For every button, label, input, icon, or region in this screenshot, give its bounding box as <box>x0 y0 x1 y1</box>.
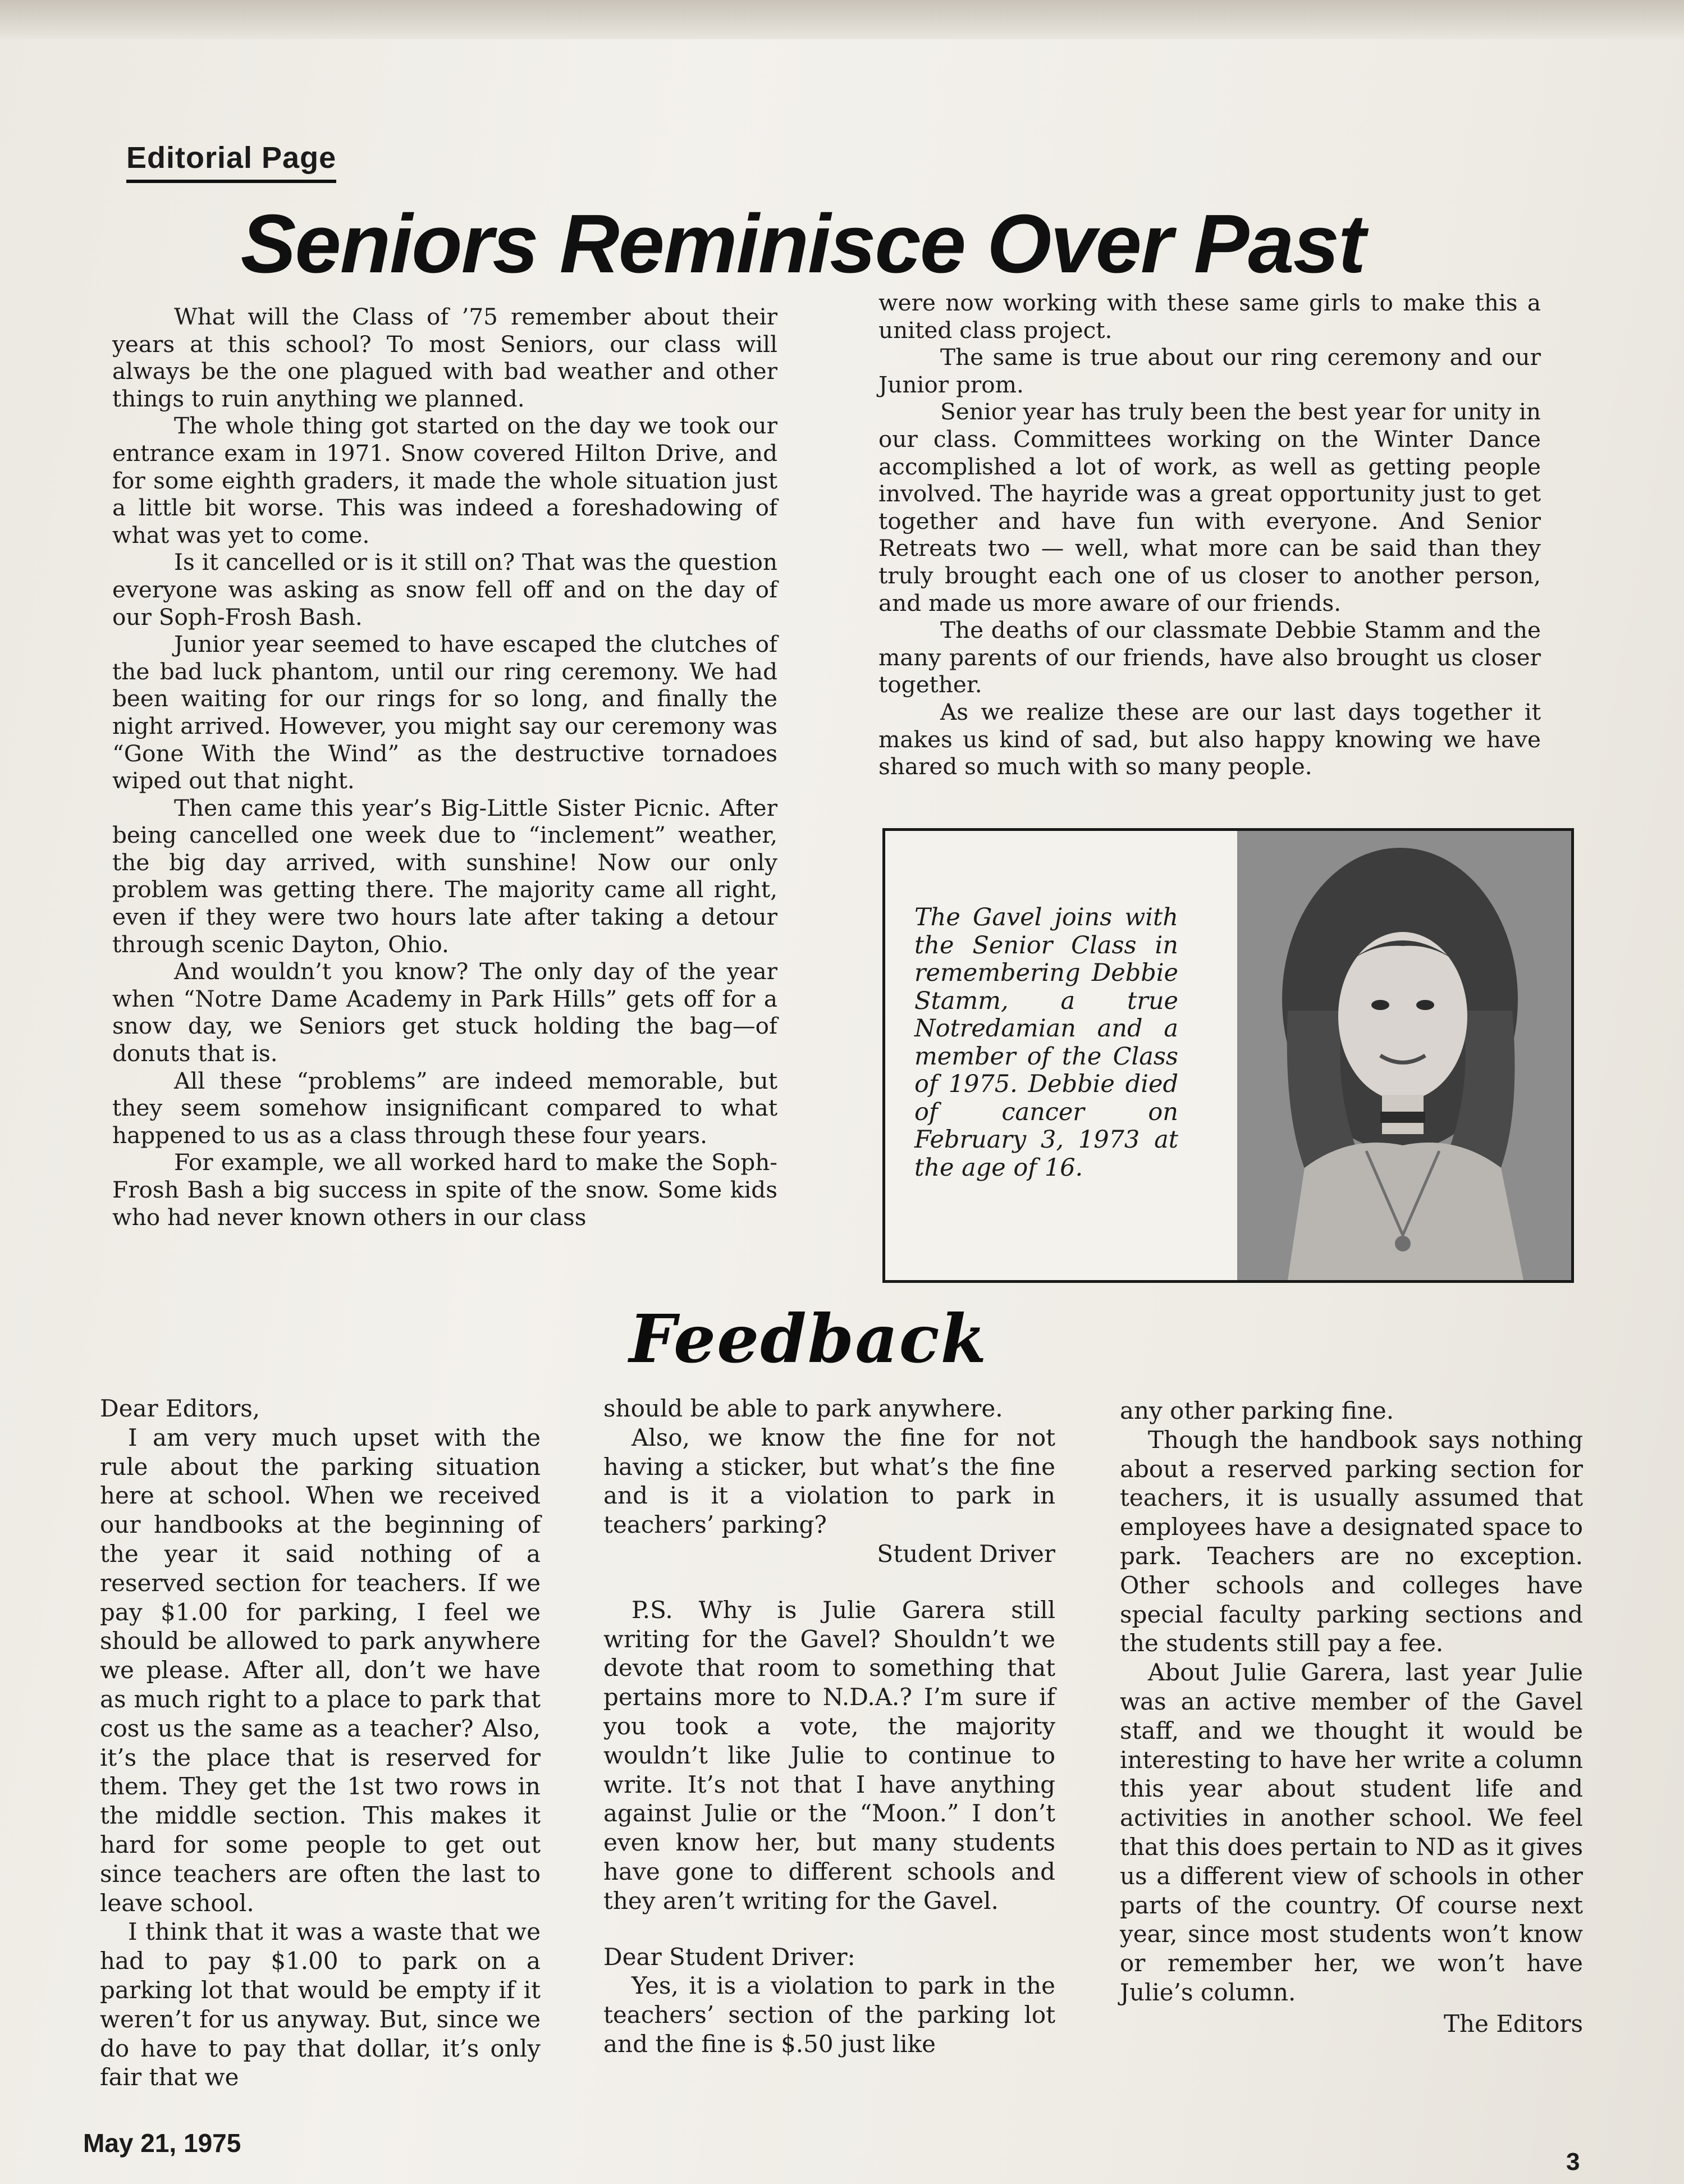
reply-paragraph: Yes, it is a violation to park in the teachers’ section of the parking lot and the fine is $.50 just like <box>603 1972 1055 2058</box>
feedback-title: Feedback <box>629 1300 988 1378</box>
section-label: Editorial Page <box>126 140 336 183</box>
article-paragraph: Then came this year’s Big-Little Sister Picnic. After being cancelled one week due to “inclement” weather, the big day arrived, with sunshine! Now our only problem was getting there. The majority came all right, even if they were two hours late after taking a detour through scenic Dayton, Ohio. <box>112 794 777 958</box>
article-column-left <box>112 303 777 1231</box>
footer-date: May 21, 1975 <box>83 2128 241 2158</box>
article-paragraph: Junior year seemed to have escaped the clutches of the bad luck phantom, until our ring ceremony. We had been waiting for our rings for so long, and finally the night arrived. However, you might say our ceremony was “Gone With the Wind” as the destructive tornadoes wiped out that night. <box>112 630 777 794</box>
letter-signature: Student Driver <box>877 1539 1055 1568</box>
article-paragraph: were now working with these same girls to make this a united class project. <box>878 289 1541 344</box>
article-paragraph: And wouldn’t you know? The only day of the year when “Notre Dame Academy in Park Hills” gets off for a snow day, we Seniors get stuck holding the bag—of donuts that is. <box>112 958 777 1067</box>
letter-salutation: Dear Editors, <box>100 1395 260 1422</box>
article-paragraph: The whole thing got started on the day we took our entrance exam in 1971. Snow covered Hilton Drive, and for some eighth graders, it made the whole situation just a little bit worse. This was indeed a foreshadowing of what was yet to come. <box>112 412 777 549</box>
article-paragraph: As we realize these are our last days together it makes us kind of sad, but also happy knowing we have shared so much with so many people. <box>878 698 1541 780</box>
reply-signature: The Editors <box>1443 2009 1583 2037</box>
feedback-column-3 <box>1120 1396 1583 2039</box>
article-paragraph: The deaths of our classmate Debbie Stamm and the many parents of our friends, have also brought us closer together. <box>878 616 1541 698</box>
article-column-right <box>878 289 1541 780</box>
article-paragraph: What will the Class of ’75 remember about their years at this school? To most Seniors, our class will always be the one plagued with bad weather and other things to ruin anything we planned. <box>112 303 777 412</box>
feedback-column-1 <box>100 1394 541 2092</box>
article-paragraph: Is it cancelled or is it still on? That was the question everyone was asking as snow fell off and on the day of our Soph-Frosh Bash. <box>112 549 777 630</box>
letter-paragraph: I am very much upset with the rule about the parking situation here at school. When we received our handbooks at the beginning of the year it said nothing of a reserved section for teachers. If we pay $1.00 for parking, I feel we should be allowed to park anywhere we please. After all, don’t we have as much right to a place to park that cost us the same as a teacher? Also, it’s the place that is reserved for them. They get the 1st two rows in the middle section. This makes it hard for some people to get out since teachers are often the last to leave school. <box>100 1423 541 1917</box>
article-paragraph: The same is true about our ring ceremony and our Junior prom. <box>878 344 1541 398</box>
headline: Seniors Reminisce Over Past <box>240 198 1365 290</box>
letter-paragraph: Also, we know the fine for not having a sticker, but what’s the fine and is it a violation to park in teachers’ parking? <box>603 1423 1055 1539</box>
reply-paragraph: any other parking fine. <box>1120 1397 1394 1424</box>
memorial-photo-box <box>882 828 1574 1283</box>
letter-postscript: P.S. Why is Julie Garera still writing for the Gavel? Shouldn’t we devote that room to something that pertains more to N.D.A.? I’m sure if you took a vote, the majority wouldn’t like Julie to continue to write. It’s not that I have anything against Julie or the “Moon.” I don’t even know her, but many students have gone to different schools and they aren’t writing for the Gavel. <box>603 1596 1055 1915</box>
letter-paragraph: I think that it was a waste that we had to pay $1.00 to park on a parking lot that would be empty if it weren’t for us anyway. But, since we do have to pay that dollar, it’s only fair that we <box>100 1918 541 2091</box>
photo-caption: The Gavel joins with the Senior Class in remembering Debbie Stamm, a true Notredamian and a member of the Class of 1975. Debbie died of cancer on February 3, 1973 at the age of 16. <box>914 903 1178 1182</box>
reply-paragraph: Though the handbook says nothing about a reserved parking section for teachers, it is usually assumed that employees have a designated space to park. Teachers are no exception. Other schools and colleges have special faculty parking sections and the students still pay a fee. <box>1120 1425 1583 1657</box>
portrait-photo <box>1237 831 1571 1280</box>
article-paragraph: All these “problems” are indeed memorable, but they seem somehow insignificant compared to what happened to us as a class through these four years. <box>112 1067 777 1149</box>
reply-paragraph: About Julie Garera, last year Julie was an active member of the Gavel staff, and we thought it would be interesting to have her write a column this year about student life and activities in another school. We feel that this does pertain to ND as it gives us a different view of schools in other parts of the country. Of course next year, since most students won’t know or remember her, we won’t have Julie’s column. <box>1120 1658 1583 2006</box>
letter-paragraph: should be able to park anywhere. <box>603 1395 1003 1422</box>
page-number: 3 <box>1566 2148 1580 2176</box>
feedback-column-2 <box>603 1394 1055 2059</box>
portrait-illustration <box>1237 831 1571 1280</box>
article-paragraph: For example, we all worked hard to make the Soph-Frosh Bash a big success in spite of the snow. Some kids who had never known others in our class <box>112 1149 777 1231</box>
reply-salutation: Dear Student Driver: <box>603 1943 855 1971</box>
article-paragraph: Senior year has truly been the best year for unity in our class. Committees working on the Winter Dance accomplished a lot of work, as well as getting people involved. The hayride was a great opportunity just to get together and have fun with everyone. And Senior Retreats two — well, what more can be said than they truly brought each one of us closer to another person, and made us more aware of our friends. <box>878 398 1541 616</box>
